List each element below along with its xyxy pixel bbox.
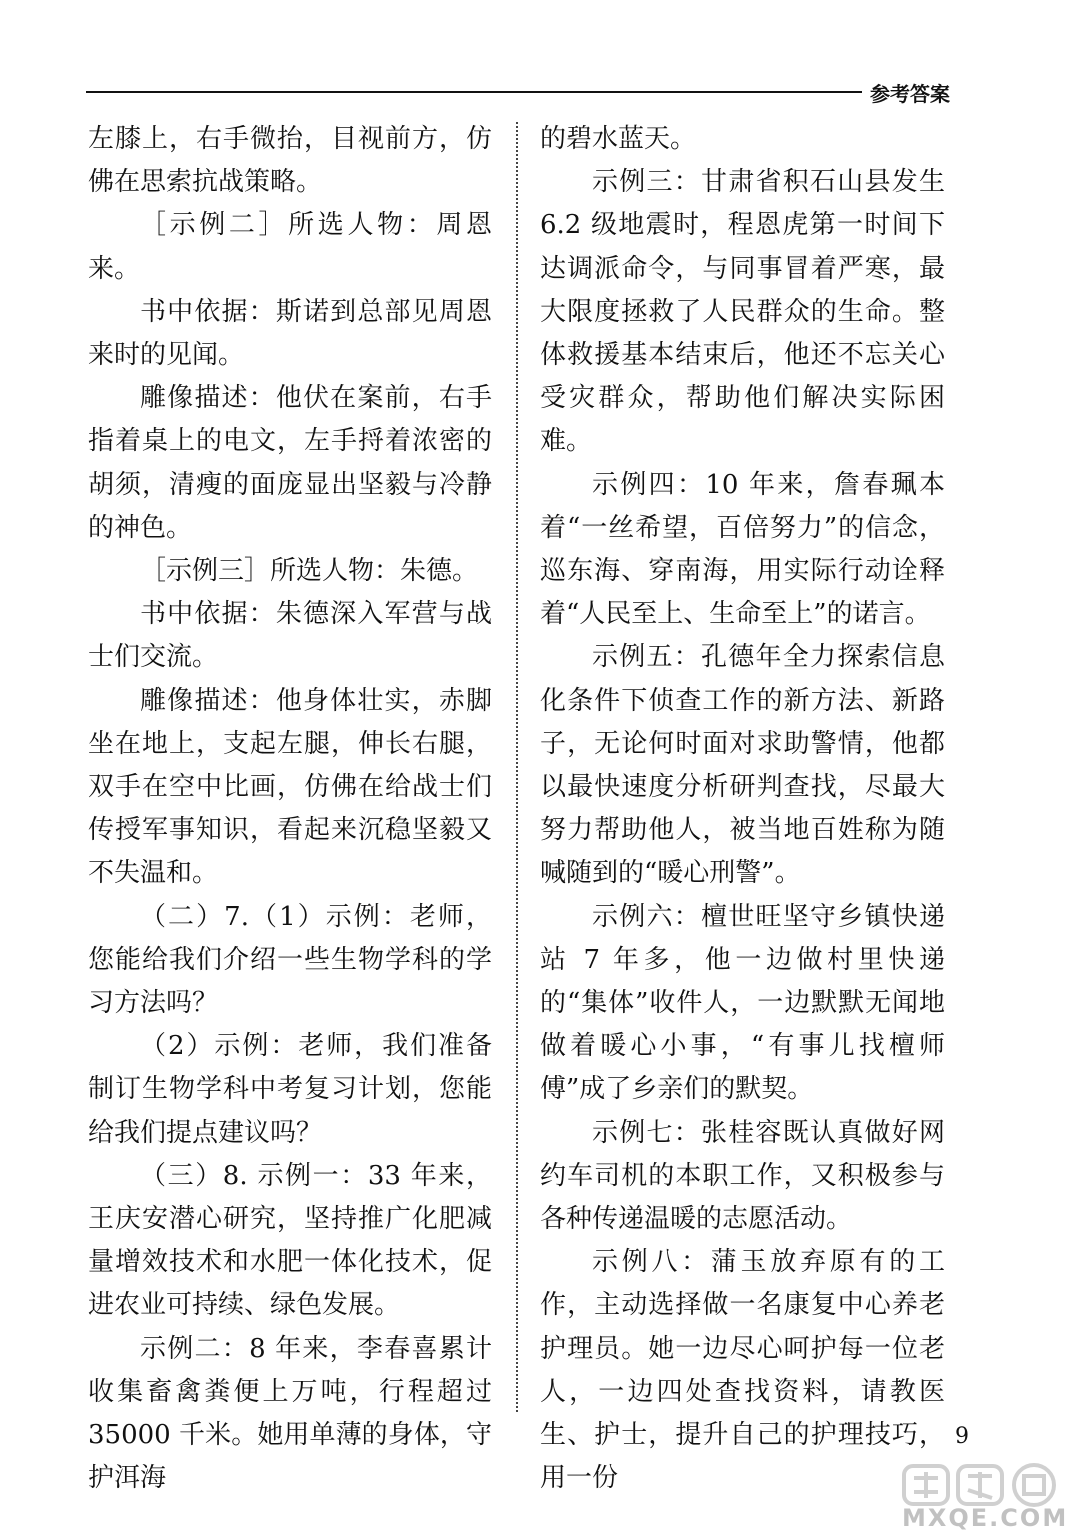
right-paragraph: 示例四：10 年来，詹春珮本着“一丝希望，百倍努力”的信念，巡东海、穿南海，用实际行动诠释着“人民至上、生命至上”的诺言。 [540, 469, 945, 630]
right-paragraph: 示例七：张桂容既认真做好网约车司机的本职工作，又积极参与各种传递温暖的志愿活动。 [540, 1117, 945, 1235]
right-paragraph: 示例六：檀世旺坚守乡镇快递站 7 年多，他一边做村里快递的“集体”收件人，一边默默无闻地做着暖心小事，“有事儿找檀师傅”成了乡亲们的默契。 [540, 901, 945, 1105]
right-paragraph: 示例八：蒲玉放弃原有的工作，主动选择做一名康复中心养老护理员。她一边尽心呵护每一位老人，一边四处查找资料，请教医生、护士，提升自己的护理技巧，用一份 [540, 1247, 945, 1494]
left-paragraph: （三）8. 示例一：33 年来，王庆安潜心研究，坚持推广化肥减量增效技术和水肥一体化技术，促进农业可持续、绿色发展。 [88, 1160, 492, 1321]
left-paragraph: （二）7.（1）示例：老师，您能给我们介绍一些生物学科的学习方法吗？ [88, 901, 492, 1019]
watermark [900, 1462, 1068, 1534]
left-paragraph: 示例二：8 年来，李春喜累计收集畜禽粪便上万吨，行程超过 35000 千米。她用单薄的身体，守护洱海 [88, 1333, 492, 1494]
right-paragraph: 示例五：孔德年全力探索信息化条件下侦查工作的新方法、新路子，无论何时面对求助警情，他都以最快速度分析研判查找，尽最大努力帮助他人，被当地百姓称为随喊随到的“暖心刑警”。 [540, 642, 945, 889]
right-paragraph: 的碧水蓝天。 [540, 124, 697, 154]
watermark-logo-icon [900, 1462, 1060, 1508]
left-paragraph: 书中依据：斯诺到总部见周恩来时的见闻。 [88, 296, 492, 371]
right-paragraph: 示例三：甘肃省积石山县发生 6.2 级地震时，程恩虎第一时间下达调派命令，与同事冒着严寒，最大限度拯救了人民群众的生命。整体救援基本结束后，他还不忘关心受灾群众，帮助他们解决实际困难。 [540, 167, 945, 457]
left-paragraph: 左膝上，右手微抬，目视前方，仿佛在思索抗战策略。 [88, 124, 492, 198]
header-title: 参考答案 [870, 82, 950, 106]
page-number: 9 [955, 1424, 969, 1449]
left-paragraph: 雕像描述：他伏在案前，右手指着桌上的电文，左手捋着浓密的胡须，清瘦的面庞显出坚毅与冷静的神色。 [88, 383, 492, 543]
header-rule [86, 91, 862, 93]
watermark-text: MXQE.COM [902, 1504, 1068, 1532]
left-paragraph: （2）示例：老师，我们准备制订生物学科中考复习计划，您能给我们提点建议吗？ [88, 1031, 492, 1148]
left-paragraph: 书中依据：朱德深入军营与战士们交流。 [88, 599, 492, 673]
left-paragraph: 雕像描述：他身体壮实，赤脚坐在地上，支起左腿，伸长右腿，双手在空中比画，仿佛在给战士们传授军事知识，看起来沉稳坚毅又不失温和。 [88, 685, 492, 889]
left-paragraph: ［示例三］所选人物：朱德。 [140, 556, 479, 587]
left-paragraph: ［示例二］所选人物：周恩来。 [88, 210, 492, 284]
right-column [540, 118, 945, 1494]
left-column [88, 118, 492, 1494]
column-divider [516, 122, 518, 1412]
